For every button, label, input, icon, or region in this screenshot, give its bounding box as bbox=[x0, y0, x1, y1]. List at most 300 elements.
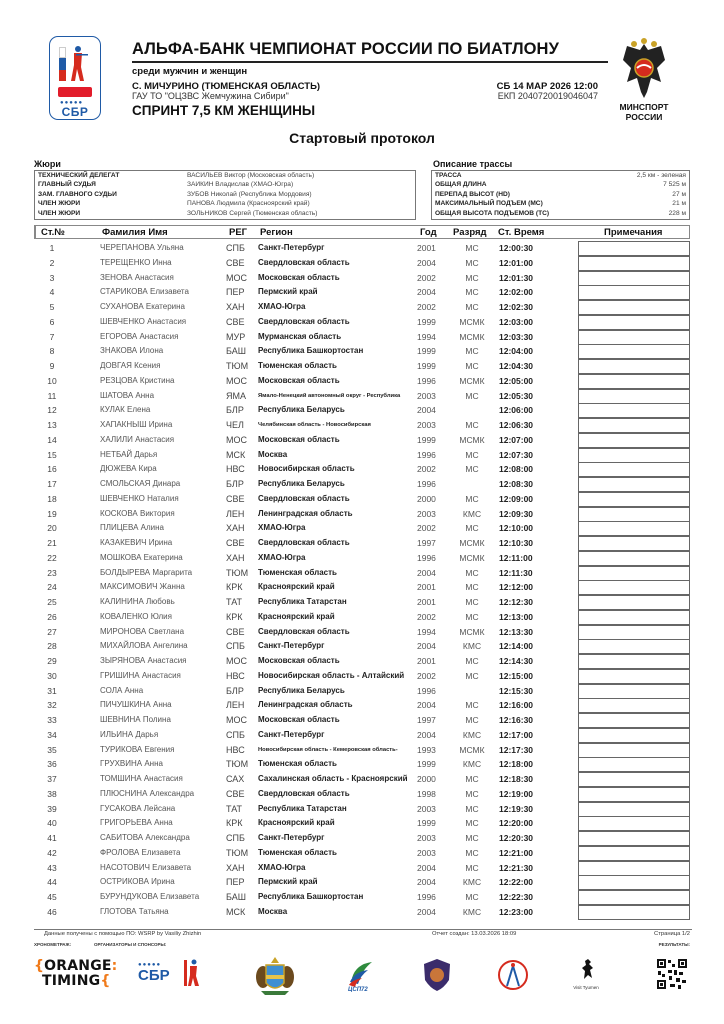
stars-icon: ●●●●● bbox=[138, 962, 162, 968]
start-number: 9 bbox=[49, 361, 55, 371]
region-code: МОС bbox=[226, 656, 247, 666]
sport-rank: МСМК bbox=[459, 331, 485, 342]
athlete-name: НЕТБАЙ Дарья bbox=[100, 449, 158, 459]
start-number: 16 bbox=[47, 464, 57, 475]
region-code: СВЕ bbox=[226, 538, 245, 548]
region-name: ХМАО-Югра bbox=[258, 302, 306, 311]
notes-field[interactable] bbox=[578, 595, 690, 610]
region-name: Республика Татарстан bbox=[258, 803, 347, 813]
notes-field[interactable] bbox=[578, 315, 690, 330]
region-name: Республика Татарстан bbox=[258, 597, 347, 606]
region-code: МОС bbox=[226, 272, 247, 283]
region-name: Ленинградская область bbox=[258, 700, 353, 710]
notes-field[interactable] bbox=[578, 757, 690, 772]
athlete-name: СМОЛЬСКАЯ Динара bbox=[100, 479, 181, 488]
birth-year: 2004 bbox=[417, 862, 436, 873]
table-row bbox=[34, 271, 690, 286]
start-time: 12:03:00 bbox=[499, 316, 534, 327]
birth-year: 2001 bbox=[417, 243, 436, 253]
region-code: ХАН bbox=[226, 302, 245, 312]
sport-rank: МС bbox=[465, 611, 479, 622]
notes-field[interactable] bbox=[578, 846, 690, 861]
notes-field[interactable] bbox=[578, 374, 690, 389]
start-number: 44 bbox=[47, 877, 57, 888]
table-row bbox=[34, 610, 690, 625]
start-time: 12:15:30 bbox=[499, 685, 534, 696]
sport-rank: МСМК bbox=[459, 316, 485, 327]
notes-field[interactable] bbox=[578, 802, 690, 817]
jury-row bbox=[35, 171, 415, 180]
minsport-line1: МИНСПОРТ bbox=[619, 102, 669, 112]
notes-field[interactable] bbox=[578, 890, 690, 905]
start-number: 6 bbox=[49, 316, 55, 327]
visit-tyumen-icon bbox=[580, 958, 596, 980]
table-header bbox=[34, 225, 690, 239]
region-name: Свердловская область bbox=[258, 788, 350, 798]
athlete-name: ГРИШИНА Анастасия bbox=[100, 670, 181, 680]
notes-field[interactable] bbox=[578, 875, 690, 890]
start-time: 12:21:00 bbox=[499, 847, 534, 858]
sport-rank: МС bbox=[465, 257, 479, 268]
region-name: Московская область bbox=[258, 656, 340, 665]
jury-row bbox=[35, 180, 415, 189]
notes-field[interactable] bbox=[578, 669, 690, 684]
notes-field[interactable] bbox=[578, 743, 690, 758]
table-row bbox=[34, 462, 690, 477]
course-value: 228 м bbox=[668, 209, 686, 217]
sport-rank: МСМК bbox=[459, 626, 485, 637]
jury-role: ЧЛЕН ЖЮРИ bbox=[38, 200, 81, 208]
start-number: 2 bbox=[49, 257, 55, 268]
course-value: 21 м bbox=[672, 200, 686, 208]
region-name: Красноярский край bbox=[258, 611, 335, 621]
notes-field[interactable] bbox=[578, 551, 690, 566]
table-row bbox=[34, 654, 690, 669]
start-number: 30 bbox=[47, 670, 57, 681]
footer-divider bbox=[34, 929, 692, 930]
start-time: 12:08:30 bbox=[499, 479, 534, 489]
table-row bbox=[34, 330, 690, 345]
start-number: 46 bbox=[47, 906, 57, 917]
notes-field[interactable] bbox=[578, 787, 690, 802]
athlete-name: ШЕВНИНА Полина bbox=[100, 715, 171, 724]
birth-year: 2002 bbox=[417, 523, 436, 534]
sport-rank: МС bbox=[465, 493, 479, 504]
birth-year: 2004 bbox=[417, 700, 436, 711]
table-row bbox=[34, 448, 690, 463]
sport-rank: КМС bbox=[462, 906, 482, 917]
notes-field[interactable] bbox=[578, 507, 690, 522]
timing-label: ХРОНОМЕТРАЖ: bbox=[34, 942, 72, 947]
notes-field[interactable] bbox=[578, 861, 690, 876]
athlete-name: СТАРИКОВА Елизавета bbox=[100, 287, 189, 297]
notes-field[interactable] bbox=[578, 698, 690, 713]
start-time: 12:15:00 bbox=[499, 670, 534, 681]
jury-role: ЗАМ. ГЛАВНОГО СУДЬИ bbox=[38, 190, 117, 198]
sport-rank: МС bbox=[465, 803, 479, 814]
birth-year: 1999 bbox=[417, 361, 436, 371]
notes-field[interactable] bbox=[578, 905, 690, 920]
region-code: ТАТ bbox=[226, 597, 242, 607]
table-row bbox=[34, 403, 690, 418]
start-number: 14 bbox=[47, 434, 57, 445]
athlete-name: ПИЧУШКИНА Анна bbox=[100, 700, 172, 710]
notes-field[interactable] bbox=[578, 359, 690, 374]
start-time: 12:02:30 bbox=[499, 302, 534, 312]
region-name: Тюменская область bbox=[258, 847, 337, 857]
table-row bbox=[34, 861, 690, 876]
start-number: 26 bbox=[47, 611, 57, 622]
notes-field[interactable] bbox=[578, 344, 690, 359]
start-number: 33 bbox=[47, 715, 57, 725]
notes-field[interactable] bbox=[578, 492, 690, 507]
sport-rank: МС bbox=[465, 833, 479, 843]
sport-rank: МСМК bbox=[459, 538, 485, 548]
notes-field[interactable] bbox=[578, 285, 690, 300]
start-number: 29 bbox=[47, 656, 57, 666]
sport-rank: МС bbox=[465, 818, 479, 829]
region-name: Московская область bbox=[258, 715, 340, 724]
sport-rank: МС bbox=[465, 243, 479, 253]
notes-field[interactable] bbox=[578, 330, 690, 345]
start-time: 12:21:30 bbox=[499, 862, 534, 873]
region-code: БАШ bbox=[226, 892, 246, 902]
notes-field[interactable] bbox=[578, 241, 690, 256]
notes-field[interactable] bbox=[578, 625, 690, 640]
athlete-name: СУХАНОВА Екатерина bbox=[100, 302, 185, 311]
col-start-no: Ст.№ bbox=[41, 227, 65, 238]
region-code: КРК bbox=[226, 611, 243, 622]
region-name: Московская область bbox=[258, 272, 340, 282]
athlete-name: ШАТОВА Анна bbox=[100, 390, 155, 400]
athlete-name: ГРУХВИНА Анна bbox=[100, 759, 163, 769]
results-qr-code[interactable] bbox=[656, 958, 688, 990]
jury-person: ЗАИКИН Владислав (ХМАО-Югра) bbox=[187, 181, 294, 189]
region-name: Ленинградская область bbox=[258, 508, 353, 518]
birth-year: 2004 bbox=[417, 287, 436, 298]
notes-field[interactable] bbox=[578, 433, 690, 448]
notes-field[interactable] bbox=[578, 639, 690, 654]
region-name: Санкт-Петербург bbox=[258, 243, 325, 252]
table-row bbox=[34, 521, 690, 536]
region-code: БАШ bbox=[226, 346, 246, 357]
athlete-name: САБИТОВА Александра bbox=[100, 833, 190, 842]
tyumen-coat-of-arms-icon bbox=[255, 955, 295, 997]
course-row bbox=[432, 180, 689, 189]
course-value: 7 525 м bbox=[663, 181, 686, 189]
region-code: СВЕ bbox=[226, 316, 245, 327]
region-code: ХАН bbox=[226, 552, 245, 563]
notes-field[interactable] bbox=[578, 477, 690, 492]
jury-person: ЗУБОВ Николай (Республика Мордовия) bbox=[187, 190, 312, 198]
russian-flag-icon bbox=[59, 47, 66, 81]
birth-year: 1996 bbox=[417, 375, 436, 386]
athlete-name: ЗНАКОВА Илона bbox=[100, 346, 164, 356]
notes-field[interactable] bbox=[578, 713, 690, 728]
col-start-time: Ст. Время bbox=[498, 227, 545, 238]
birth-year: 1996 bbox=[417, 685, 436, 696]
sport-rank: КМС bbox=[462, 641, 482, 652]
athlete-name: ПЛИЦЕВА Алина bbox=[100, 523, 164, 533]
minsport-line2: РОССИИ bbox=[625, 112, 663, 122]
start-time: 12:22:00 bbox=[499, 877, 534, 888]
notes-field[interactable] bbox=[578, 566, 690, 581]
event-location: С. МИЧУРИНО (ТЮМЕНСКАЯ ОБЛАСТЬ) bbox=[132, 81, 321, 92]
start-time: 12:14:00 bbox=[499, 641, 534, 652]
table-row bbox=[34, 831, 690, 846]
athlete-name: КАЛИНИНА Любовь bbox=[100, 597, 175, 606]
start-number: 32 bbox=[47, 700, 57, 711]
alfa-bank-badge bbox=[58, 87, 92, 97]
results-label: РЕЗУЛЬТАТЫ: bbox=[658, 942, 690, 947]
course-value: 2,5 км - зеленая bbox=[636, 172, 686, 179]
region-name: Санкт-Петербург bbox=[258, 641, 325, 651]
notes-field[interactable] bbox=[578, 418, 690, 433]
course-row bbox=[432, 171, 689, 180]
notes-field[interactable] bbox=[578, 580, 690, 595]
report-created: Отчет создан: 13.03.2026 18:09 bbox=[432, 931, 517, 937]
athlete-name: ДЮЖЕВА Кира bbox=[100, 464, 157, 474]
notes-field[interactable] bbox=[578, 521, 690, 536]
table-row bbox=[34, 713, 690, 728]
sport-rank: МС bbox=[465, 449, 479, 460]
stars-icon: ●●●●● bbox=[60, 100, 84, 106]
region-name: Тюменская область bbox=[258, 759, 337, 769]
region-code: ТЮМ bbox=[226, 361, 249, 371]
sport-rank: КМС bbox=[462, 729, 482, 740]
sport-rank: МС bbox=[465, 597, 479, 607]
start-time: 12:02:00 bbox=[499, 287, 534, 298]
table-row bbox=[34, 684, 690, 699]
region-name: ХМАО-Югра bbox=[258, 523, 306, 533]
start-number: 23 bbox=[47, 567, 57, 578]
table-row bbox=[34, 374, 690, 389]
notes-field[interactable] bbox=[578, 271, 690, 286]
start-number: 17 bbox=[47, 479, 57, 489]
double-headed-eagle-icon bbox=[621, 38, 667, 100]
table-row bbox=[34, 802, 690, 817]
notes-field[interactable] bbox=[578, 831, 690, 846]
start-number: 41 bbox=[47, 833, 57, 843]
table-row bbox=[34, 772, 690, 787]
notes-field[interactable] bbox=[578, 728, 690, 743]
sbr-sponsor-logo bbox=[138, 962, 202, 992]
table-row bbox=[34, 757, 690, 772]
sbr-alfa-logo bbox=[49, 36, 101, 120]
region-code: НВС bbox=[226, 464, 245, 475]
athlete-name: ЧЕРЕПАНОВА Ульяна bbox=[100, 243, 184, 252]
table-row bbox=[34, 890, 690, 905]
birth-year: 2003 bbox=[417, 390, 436, 401]
start-number: 25 bbox=[47, 597, 57, 607]
region-code: ХАН bbox=[226, 862, 245, 873]
athlete-name: ГЛОТОВА Татьяна bbox=[100, 906, 169, 916]
athlete-name: ПЛЮСНИНА Александра bbox=[100, 788, 195, 798]
table-row bbox=[34, 241, 690, 256]
col-rank: Разряд bbox=[453, 227, 487, 238]
notes-field[interactable] bbox=[578, 772, 690, 787]
athlete-name: КОСКОВА Виктория bbox=[100, 508, 175, 518]
region-name: Новосибирская область - Алтайский bbox=[258, 670, 405, 680]
club-emblem-icon bbox=[422, 958, 452, 992]
table-row bbox=[34, 743, 690, 758]
region-name: Свердловская область bbox=[258, 626, 350, 636]
region-name: Новосибирская область - Кемеровская область- bbox=[258, 746, 398, 753]
region-code: МОС bbox=[226, 715, 247, 725]
notes-field[interactable] bbox=[578, 816, 690, 831]
birth-year: 2003 bbox=[417, 420, 436, 430]
notes-field[interactable] bbox=[578, 403, 690, 418]
start-time: 12:05:30 bbox=[499, 390, 534, 401]
region-code: СПБ bbox=[226, 641, 245, 652]
jury-person: ПАНОВА Людмила (Красноярский край) bbox=[187, 200, 310, 208]
notes-field[interactable] bbox=[578, 300, 690, 315]
event-venue: ГАУ ТО "ОЦЗВС Жемчужина Сибири" bbox=[132, 91, 289, 101]
birth-year: 2001 bbox=[417, 656, 436, 666]
sport-rank: МС bbox=[465, 847, 479, 858]
birth-year: 2000 bbox=[417, 774, 436, 784]
region-code: СПБ bbox=[226, 243, 245, 253]
course-key: МАКСИМАЛЬНЫЙ ПОДЪЕМ (MC) bbox=[435, 200, 543, 208]
region-name: ХМАО-Югра bbox=[258, 862, 306, 872]
region-code: СПБ bbox=[226, 729, 245, 740]
protocol-title: Стартовый протокол bbox=[289, 130, 435, 146]
notes-field[interactable] bbox=[578, 536, 690, 551]
region-name: Тюменская область bbox=[258, 567, 337, 577]
document-header bbox=[0, 0, 724, 160]
jury-box bbox=[34, 170, 416, 220]
start-number: 45 bbox=[47, 892, 57, 902]
athlete-name: МОШКОВА Екатерина bbox=[100, 552, 183, 562]
athlete-name: ШЕВЧЕНКО Наталия bbox=[100, 493, 179, 503]
col-year: Год bbox=[420, 227, 437, 238]
start-number: 19 bbox=[47, 508, 57, 519]
start-time: 12:18:00 bbox=[499, 759, 534, 770]
course-box bbox=[431, 170, 690, 220]
start-time: 12:19:30 bbox=[499, 803, 534, 814]
sport-rank: МС bbox=[465, 390, 479, 401]
notes-field[interactable] bbox=[578, 610, 690, 625]
region-name: Новосибирская область bbox=[258, 464, 355, 474]
region-name: Свердловская область bbox=[258, 316, 350, 326]
region-code: БЛР bbox=[226, 405, 244, 416]
athlete-name: КАЗАКЕВИЧ Ирина bbox=[100, 538, 173, 547]
start-number: 8 bbox=[49, 346, 55, 357]
sport-rank: МС bbox=[465, 346, 479, 357]
sport-rank: КМС bbox=[462, 508, 482, 519]
start-number: 13 bbox=[47, 420, 57, 430]
notes-field[interactable] bbox=[578, 654, 690, 669]
region-code: ЧЕЛ bbox=[226, 420, 244, 430]
table-row bbox=[34, 580, 690, 595]
table-row bbox=[34, 507, 690, 522]
region-code: БЛР bbox=[226, 685, 244, 696]
start-number: 20 bbox=[47, 523, 57, 534]
table-row bbox=[34, 595, 690, 610]
notes-field[interactable] bbox=[578, 462, 690, 477]
region-name: Республика Башкортостан bbox=[258, 346, 364, 356]
page-number: Страница 1/2 bbox=[654, 931, 690, 937]
table-row bbox=[34, 728, 690, 743]
birth-year: 2004 bbox=[417, 906, 436, 917]
region-name: Сахалинская область - Красноярский bbox=[258, 774, 408, 783]
col-reg-code: РЕГ bbox=[229, 227, 248, 238]
birth-year: 1997 bbox=[417, 538, 436, 548]
start-number: 10 bbox=[47, 375, 57, 386]
notes-field[interactable] bbox=[578, 389, 690, 404]
sport-rank: МС bbox=[465, 420, 479, 430]
notes-field[interactable] bbox=[578, 684, 690, 699]
region-code: ПЕР bbox=[226, 287, 245, 298]
birth-year: 1996 bbox=[417, 479, 436, 489]
athlete-name: ГРИГОРЬЕВА Анна bbox=[100, 818, 173, 828]
table-row bbox=[34, 698, 690, 713]
title-divider bbox=[132, 61, 608, 63]
csp72-logo bbox=[346, 958, 376, 992]
region-code: ТАТ bbox=[226, 803, 242, 814]
start-number: 31 bbox=[47, 685, 57, 696]
table-row bbox=[34, 875, 690, 890]
start-time: 12:07:30 bbox=[499, 449, 534, 460]
start-number: 39 bbox=[47, 803, 57, 814]
minsport-logo bbox=[614, 38, 674, 124]
start-number: 34 bbox=[47, 729, 57, 740]
course-title: Описание трассы bbox=[433, 159, 513, 169]
start-time: 12:18:30 bbox=[499, 774, 534, 784]
athlete-name: БОЛДЫРЕВА Маргарита bbox=[100, 567, 193, 577]
athlete-name: ХАПАКНЫШ Ирина bbox=[100, 420, 173, 429]
start-number: 1 bbox=[49, 243, 55, 253]
race-name: СПРИНТ 7,5 КМ ЖЕНЩИНЫ bbox=[132, 103, 316, 118]
athlete-name: КОВАЛЕНКО Юлия bbox=[100, 611, 172, 621]
region-code: ТЮМ bbox=[226, 759, 249, 770]
table-row bbox=[34, 551, 690, 566]
start-number: 22 bbox=[47, 552, 57, 563]
athlete-name: ИЛЬИНА Дарья bbox=[100, 729, 159, 739]
athlete-name: ТЕРЕЩЕНКО Инна bbox=[100, 257, 172, 267]
start-number: 36 bbox=[47, 759, 57, 770]
athlete-name: ШЕВЧЕНКО Анастасия bbox=[100, 316, 187, 326]
athlete-name: ТУРИКОВА Евгения bbox=[100, 744, 175, 754]
jury-row bbox=[35, 190, 415, 199]
birth-year: 1999 bbox=[417, 818, 436, 829]
region-code: МСК bbox=[226, 449, 246, 460]
athlete-name: ХАЛИЛИ Анастасия bbox=[100, 434, 175, 444]
birth-year: 2004 bbox=[417, 729, 436, 740]
sport-rank: МС bbox=[465, 715, 479, 725]
table-row bbox=[34, 905, 690, 920]
notes-field[interactable] bbox=[578, 256, 690, 271]
table-row bbox=[34, 639, 690, 654]
region-code: ТЮМ bbox=[226, 567, 249, 578]
notes-field[interactable] bbox=[578, 448, 690, 463]
start-time: 12:06:30 bbox=[499, 420, 534, 430]
athlete-name: НАСОТОВИЧ Елизавета bbox=[100, 862, 192, 872]
table-row bbox=[34, 300, 690, 315]
athlete-name: ДОВГАЯ Ксения bbox=[100, 361, 161, 370]
start-time: 12:01:30 bbox=[499, 272, 534, 283]
region-code: НВС bbox=[226, 670, 245, 681]
start-time: 12:09:00 bbox=[499, 493, 534, 504]
start-number: 37 bbox=[47, 774, 57, 784]
jury-role: ГЛАВНЫЙ СУДЬЯ bbox=[38, 181, 96, 189]
region-name: Тюменская область bbox=[258, 361, 337, 370]
start-time: 12:05:00 bbox=[499, 375, 534, 386]
sbr-sponsor-text: СБР bbox=[138, 967, 170, 984]
start-number: 4 bbox=[49, 287, 55, 298]
region-code: ЛЕН bbox=[226, 700, 245, 711]
jury-row bbox=[35, 209, 415, 218]
